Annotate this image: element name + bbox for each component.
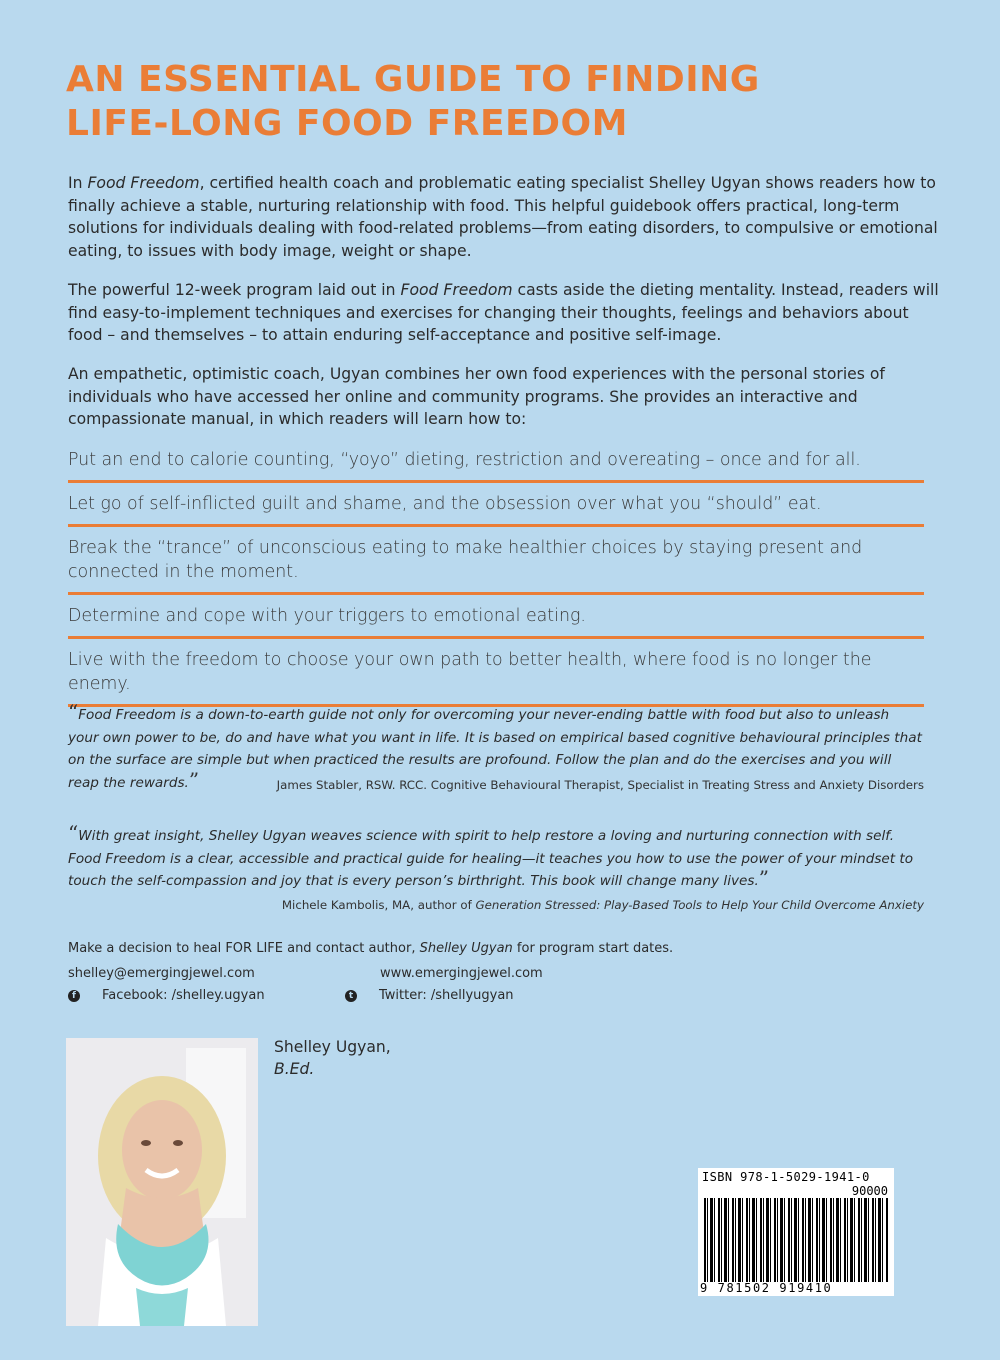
list-item: Break the “trance” of unconscious eating to make healthier choices by staying present and connected in the moment. bbox=[68, 534, 924, 595]
testimonial-2-attribution bbox=[282, 897, 924, 913]
intro-paragraph-2 bbox=[68, 279, 940, 347]
facebook-icon: f bbox=[68, 990, 80, 1002]
ean-number: 9 781502 919410 bbox=[700, 1281, 833, 1295]
website-link[interactable]: www.emergingjewel.com bbox=[380, 966, 543, 981]
isbn-barcode-block bbox=[698, 1168, 894, 1296]
intro-1-text-b: , certified health coach and problematic eating specialist Shelley Ugyan shows readers how to finally achieve a stable, nurturing relationship with food. This helpful guidebook offers practical, long-term solutions for individuals dealing with food-related problems—from eating disorders, to compulsive or emotional eating, to issues with body image, weight or shape. bbox=[68, 174, 938, 260]
open-quote-icon: “ bbox=[68, 821, 79, 845]
author-degree: B.Ed. bbox=[274, 1060, 315, 1078]
testimonial-2 bbox=[68, 821, 924, 893]
close-quote-icon: ” bbox=[758, 866, 770, 890]
learning-list bbox=[68, 446, 924, 714]
twitter-icon: t bbox=[345, 990, 357, 1002]
close-quote-icon: ” bbox=[188, 767, 200, 792]
intro-2-book-title: Food Freedom bbox=[400, 281, 513, 299]
call-to-action bbox=[68, 940, 673, 958]
intro-paragraph-3 bbox=[68, 363, 940, 431]
intro-1-text-a: In bbox=[68, 174, 88, 192]
author-name: Shelley Ugyan, bbox=[274, 1038, 391, 1056]
headline-line-2: LIFE-LONG FOOD FREEDOM bbox=[66, 103, 628, 144]
testimonial-2-name: Michele Kambolis bbox=[281, 898, 385, 912]
testimonial-1-text: Food Freedom is a down-to-earth guide not only for overcoming your never-ending battle with food but also to unleash your own power to be, do and have what you want in life. It is based on empirical based cognitive behavioural principles that on the surface are simple but when practiced the results are profound. Follow the plan and do the exercises and you will reap the rewards. bbox=[68, 707, 922, 791]
facebook-link[interactable] bbox=[68, 987, 265, 1005]
twitter-handle: Twitter: /shellyugyan bbox=[379, 988, 514, 1003]
barcode-icon bbox=[704, 1198, 888, 1282]
testimonial-2-book-title: Generation Stressed: Play-Based Tools to Help Your Child Overcome Anxiety bbox=[475, 898, 924, 912]
list-item: Determine and cope with your triggers to emotional eating. bbox=[68, 602, 924, 639]
testimonial-2-credentials: , MA, author of bbox=[384, 898, 476, 912]
list-item: Let go of self-inflicted guilt and shame, and the obsession over what you “should” eat. bbox=[68, 490, 924, 527]
isbn-label: ISBN 978-1-5029-1941-0 bbox=[702, 1170, 870, 1184]
testimonial-1-name: James Stabler bbox=[276, 778, 359, 792]
testimonial-1-credentials: , RSW. RCC. Cognitive Behavioural Therapist, Specialist in Treating Stress and Anxiety Disorders bbox=[358, 778, 924, 792]
price-code: 90000 bbox=[851, 1184, 888, 1198]
email-link[interactable]: shelley@emergingjewel.com bbox=[68, 966, 255, 981]
intro-2-text-a: The powerful 12-week program laid out in bbox=[68, 281, 401, 299]
intro-3-text: An empathetic, optimistic coach, Ugyan combines her own food experiences with the personal stories of individuals who have accessed her online and community programs. She provides an interactive and compassionate manual, in which readers will learn how to: bbox=[68, 365, 885, 428]
author-portrait-illustration bbox=[66, 1038, 258, 1326]
cta-text-b: for program start dates. bbox=[512, 941, 674, 956]
intro-1-book-title: Food Freedom bbox=[87, 174, 200, 192]
headline-line-1: AN ESSENTIAL GUIDE TO FINDING bbox=[66, 59, 760, 100]
intro-2-text-b: casts aside the dieting mentality. Instead, readers will find easy-to-implement techniques and exercises for changing their thoughts, feelings and behaviors about food – and themselves – to attain enduring self-acceptance and positive self-image. bbox=[68, 281, 939, 344]
list-item: Live with the freedom to choose your own path to better health, where food is no longer the enemy. bbox=[68, 646, 924, 707]
list-item: Put an end to calorie counting, “yoyo” dieting, restriction and overeating – once and for all. bbox=[68, 446, 924, 483]
author-photo bbox=[66, 1038, 258, 1326]
cta-author-name: Shelley Ugyan bbox=[419, 941, 513, 956]
facebook-handle: Facebook: /shelley.ugyan bbox=[102, 988, 265, 1003]
author-credit bbox=[274, 1036, 391, 1080]
intro-paragraph-1 bbox=[68, 172, 940, 262]
twitter-link[interactable] bbox=[345, 987, 514, 1005]
testimonial-2-text: With great insight, Shelley Ugyan weaves science with spirit to help restore a loving and nurturing connection with self. Food Freedom is a clear, accessible and practical guide for healing—it teaches you how to use the power of your mindset to touch the self-compassion and joy that is every person’s birthright. This book will change many lives. bbox=[68, 828, 914, 889]
headline bbox=[66, 58, 946, 146]
testimonial-1-attribution bbox=[277, 777, 924, 793]
cta-text-a: Make a decision to heal FOR LIFE and contact author, bbox=[68, 941, 420, 956]
open-quote-icon: “ bbox=[68, 700, 79, 724]
